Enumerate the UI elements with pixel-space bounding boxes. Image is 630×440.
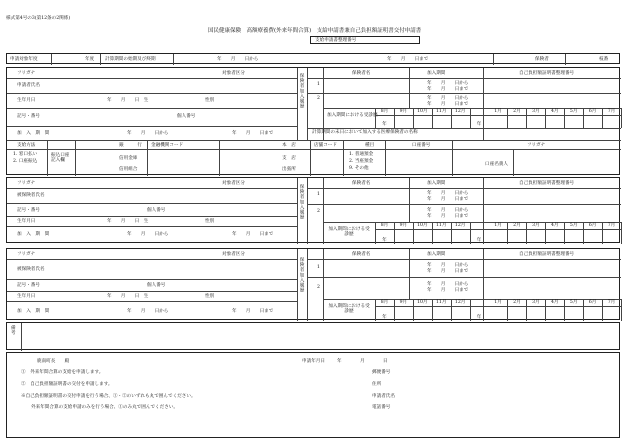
month-header-2-10: 5月 xyxy=(569,223,578,228)
bank-label: 銀 行 xyxy=(119,143,142,148)
month-header-3-3: 10月 xyxy=(417,300,428,305)
month-header-2-11: 6月 xyxy=(588,223,597,228)
mayor-address: 鹿南町長 殿 xyxy=(37,359,70,364)
visit-history-label-3: 加入期間における受診歴 xyxy=(328,304,370,314)
applicant-name-label: 申請者氏名 xyxy=(17,83,40,88)
account-no-label: 口座番号 xyxy=(412,143,431,148)
month-header-3-9: 4月 xyxy=(550,300,559,305)
month-header-3-11: 6月 xyxy=(588,300,597,305)
end-insurer-label: 計算期間の末日において加入する医療保険者の名称 xyxy=(312,130,418,135)
period-to: 年 月 日まで xyxy=(387,57,429,62)
month-header-2-9: 4月 xyxy=(550,223,559,228)
furigana-label-2: フリガナ xyxy=(17,181,36,186)
method-counter[interactable]: 1. 窓口払い xyxy=(13,152,38,157)
month-header-1-8: 3月 xyxy=(532,109,540,114)
row-num-3-1: 1 xyxy=(317,265,320,270)
month-header-2-2: 9月 xyxy=(399,223,408,228)
target-year-label: 申請対象年度 xyxy=(10,57,38,62)
claim-number-box xyxy=(310,36,420,44)
month-header-1-1: 8月 xyxy=(380,109,389,114)
join-to: 年 月 日まで xyxy=(232,131,274,136)
month-header-3-12: 7月 xyxy=(607,300,616,305)
hist2-2-to: 年 月 日まで xyxy=(427,214,469,219)
insurer-history-vertical: 保険者加入履歴 xyxy=(299,73,304,109)
method-transfer[interactable]: 2. 口座振込 xyxy=(13,159,38,164)
furigana-label-3: フリガナ xyxy=(17,252,36,257)
month-header-2-12: 7月 xyxy=(607,223,616,228)
year-mark-2: 年 xyxy=(476,238,482,243)
note-2: 外来年間合算の支給申請のみを行う場合、①のみ丸で囲んでください。 xyxy=(31,405,179,410)
remarks-label: 備考 xyxy=(11,326,16,336)
sex-label-3: 性別 xyxy=(205,294,215,299)
month-header-2-4: 11月 xyxy=(436,223,447,228)
main-branch-label: 本 店 xyxy=(282,143,296,148)
join-history-label-2: 加入期間 xyxy=(427,181,446,186)
hist2-to: 年 月 日まで xyxy=(427,102,469,107)
birth-date: 年 月 日 生 xyxy=(107,98,149,103)
row-num-2: 2 xyxy=(317,96,320,101)
month-header-2-6: 1月 xyxy=(494,223,502,228)
account-holder-label: 口座名義人 xyxy=(485,162,508,167)
join-period-label: 加 入 期 間 xyxy=(17,131,50,136)
join-period-label-2: 加 入 期 間 xyxy=(17,232,50,237)
payment-method-label: 支給方法 xyxy=(17,143,36,148)
row-num-1: 1 xyxy=(317,82,320,87)
month-header-1-12: 7月 xyxy=(607,109,616,114)
target-class-label: 対象者区分 xyxy=(222,71,245,76)
hist2-1-from: 年 月 日から xyxy=(427,191,469,196)
insurer-name-label-3: 保険者名 xyxy=(352,252,371,257)
claim-number-label: 支給申請書整理番号 xyxy=(315,38,357,43)
month-header-2-1: 8月 xyxy=(380,223,389,228)
form-number: 様式第4号の3(第12条の2関係) xyxy=(6,16,71,21)
cert-number-label-3: 自己負担額証明書整理番号 xyxy=(519,252,575,257)
sub-branch-label: 出張所 xyxy=(282,167,296,172)
address-label: 住所 xyxy=(372,382,382,387)
symbol-no-label-3: 記号・番号 xyxy=(17,283,40,288)
birth-date-3: 年 月 日 生 xyxy=(107,294,149,299)
holder-furigana-label: フリガナ xyxy=(527,143,546,148)
target-class-label-3: 対象者区分 xyxy=(222,252,245,257)
month-header-1-10: 5月 xyxy=(569,109,578,114)
month-header-3-1: 8月 xyxy=(380,300,389,305)
hist1-from: 年 月 日から xyxy=(427,81,469,86)
month-header-1-6: 1月 xyxy=(494,109,502,114)
period-label: 計算期間の始期及び終期 xyxy=(105,57,156,62)
birth-label: 生年月日 xyxy=(17,98,36,103)
personal-no-label-2: 個人番号 xyxy=(147,208,166,213)
month-header-3-2: 9月 xyxy=(399,300,408,305)
bank-code-label: 金融機関コード xyxy=(151,143,184,148)
type-current[interactable]: 2. 当座預金 xyxy=(349,159,374,164)
join-from-3: 年 月 日から xyxy=(127,309,169,314)
footer-box xyxy=(6,352,620,438)
section-insured-1 xyxy=(6,177,620,243)
month-header-2-3: 10月 xyxy=(417,223,428,228)
insurer-label: 保険者 xyxy=(535,57,549,62)
hist3-2-to: 年 月 日まで xyxy=(427,288,469,293)
shinkin-label: 信用金庫 xyxy=(119,156,138,161)
hist3-1-from: 年 月 日から xyxy=(427,263,469,268)
month-header-2-8: 3月 xyxy=(532,223,540,228)
hist2-from: 年 月 日から xyxy=(427,96,469,101)
section-applicant xyxy=(6,67,620,175)
phone-label: 電話番号 xyxy=(372,405,391,410)
months-row-3 xyxy=(375,299,621,321)
branch-label: 支 店 xyxy=(282,156,296,161)
month-header-3-4: 11月 xyxy=(436,300,447,305)
shinkumi-label: 信用組合 xyxy=(119,167,138,172)
branch-no-label: 枝番 xyxy=(599,57,609,62)
personal-no-label-3: 個人番号 xyxy=(147,283,166,288)
insurer-name-label: 保険者名 xyxy=(352,71,371,76)
branch-code-label: 店舗コード xyxy=(314,143,337,148)
type-other[interactable]: 9. その他 xyxy=(349,166,369,171)
note-1: ※自己負担額証明書の交付申請を行う場合、①・②のいずれも丸で囲んでください。 xyxy=(21,394,196,399)
month-header-3-8: 3月 xyxy=(532,300,540,305)
months-row-2 xyxy=(375,222,621,244)
month-header-2-5: 12月 xyxy=(454,223,466,228)
month-header-1-5: 12月 xyxy=(454,109,466,114)
row-num-2-2: 2 xyxy=(317,209,320,214)
insurer-name-label-2: 保険者名 xyxy=(352,181,371,186)
apply-date-value: 年 月 日 xyxy=(337,359,388,364)
join-to-3: 年 月 日まで xyxy=(232,309,274,314)
form-title: 国民健康保険 高額療養費(外来年間合算) 支給申請書兼自己負担額証明書交付申請書 xyxy=(208,28,422,34)
insured-name-label-3: 被保険者氏名 xyxy=(17,267,45,272)
account-type-label: 種目 xyxy=(365,143,375,148)
statement-1: ① 外来年間合算の支給を申請します。 xyxy=(21,370,104,375)
join-period-label-3: 加 入 期 間 xyxy=(17,309,50,314)
hist3-2-from: 年 月 日から xyxy=(427,282,469,287)
year-mark-3: 年 xyxy=(476,315,482,320)
cert-number-label: 自己負担額証明書整理番号 xyxy=(519,71,575,76)
symbol-no-label: 記号・番号 xyxy=(17,114,40,119)
postal-code-label: 郵便番号 xyxy=(372,370,391,375)
month-header-1-2: 9月 xyxy=(399,109,408,114)
hist1-to: 年 月 日まで xyxy=(427,87,469,92)
cert-number-label-2: 自己負担額証明書整理番号 xyxy=(519,181,575,186)
visit-history-label: 加入期間における受診歴 xyxy=(327,113,378,118)
month-header-2-7: 2月 xyxy=(513,223,521,228)
hist2-1-to: 年 月 日まで xyxy=(427,197,469,202)
join-history-label-3: 加入期間 xyxy=(427,252,446,257)
symbol-no-label-2: 記号・番号 xyxy=(17,208,40,213)
join-history-label: 加入期間 xyxy=(427,71,446,76)
month-header-1-4: 11月 xyxy=(436,109,447,114)
birth-date-2: 年 月 日 生 xyxy=(107,219,149,224)
month-header-3-5: 12月 xyxy=(454,300,466,305)
month-header-1-9: 4月 xyxy=(550,109,559,114)
applicant-signature-label: 申請者氏名 xyxy=(372,394,395,399)
month-header-3-10: 5月 xyxy=(569,300,578,305)
year-mark-left-3: 年 xyxy=(382,315,387,320)
statement-2: ② 自己負担額証明書の交付を申請します。 xyxy=(21,382,113,387)
transfer-account-label: 振込口座記入欄 xyxy=(51,153,70,163)
row-num-3-2: 2 xyxy=(317,285,320,290)
sex-label: 性別 xyxy=(205,98,215,103)
year-mark-left-1: 年 xyxy=(382,122,387,127)
insured-name-label-2: 被保険者氏名 xyxy=(17,193,45,198)
join-to-2: 年 月 日まで xyxy=(232,232,274,237)
join-from-2: 年 月 日から xyxy=(127,232,169,237)
row-num-2-1: 1 xyxy=(317,192,320,197)
personal-no-label: 個人番号 xyxy=(177,114,196,119)
apply-date-label: 申請年月日 xyxy=(302,359,325,364)
sex-label-2: 性別 xyxy=(205,219,215,224)
furigana-label: フリガナ xyxy=(17,71,36,76)
period-from: 年 月 日から xyxy=(217,57,259,62)
month-header-3-6: 1月 xyxy=(494,300,502,305)
insurer-history-vertical-2: 保険者加入履歴 xyxy=(299,184,304,220)
insurer-history-vertical-3: 保険者加入履歴 xyxy=(299,257,304,293)
year-mark-left-2: 年 xyxy=(382,238,387,243)
type-ordinary[interactable]: 1. 普通預金 xyxy=(349,152,374,157)
visit-history-label-2: 加入期間における受診歴 xyxy=(328,227,370,237)
birth-label-3: 生年月日 xyxy=(17,294,36,299)
month-header-1-7: 2月 xyxy=(513,109,521,114)
join-from: 年 月 日から xyxy=(127,131,169,136)
header-row xyxy=(6,53,620,64)
hist3-1-to: 年 月 日まで xyxy=(427,269,469,274)
months-row-1 xyxy=(375,108,621,128)
month-header-1-3: 10月 xyxy=(417,109,428,114)
birth-label-2: 生年月日 xyxy=(17,219,36,224)
year-suffix: 年度 xyxy=(85,57,95,62)
year-mark-1: 年 xyxy=(476,122,482,127)
month-header-1-11: 6月 xyxy=(588,109,597,114)
section-insured-2 xyxy=(6,248,620,320)
remarks-box xyxy=(6,322,620,350)
month-header-3-7: 2月 xyxy=(513,300,521,305)
hist2-2-from: 年 月 日から xyxy=(427,208,469,213)
target-class-label-2: 対象者区分 xyxy=(222,181,245,186)
